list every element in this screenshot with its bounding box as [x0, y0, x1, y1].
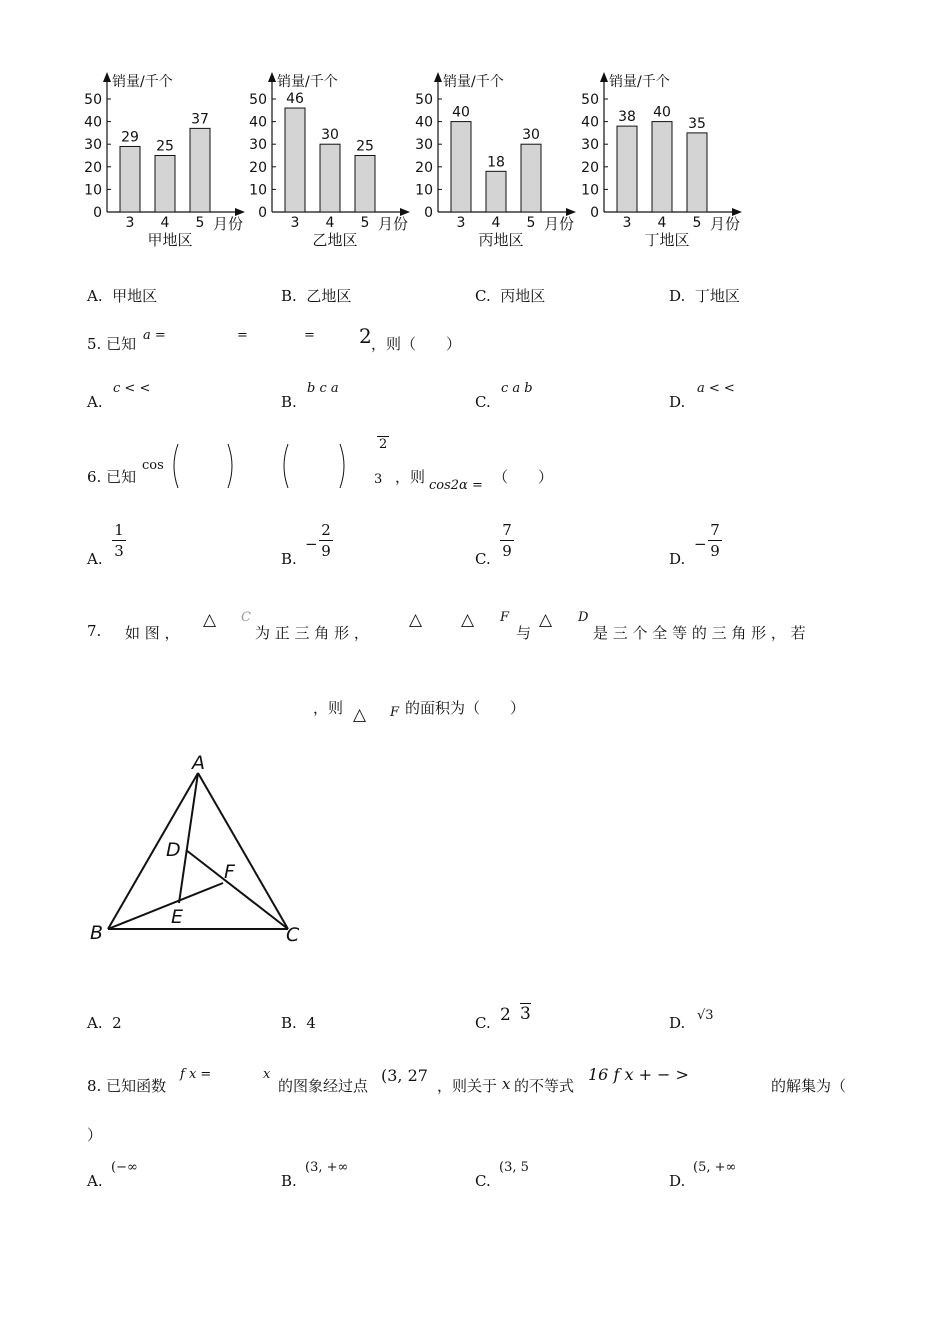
y-axis-arrow [103, 72, 111, 82]
q6-stem-prefix: 6. 已知 [87, 468, 137, 486]
bar-value-label: 40 [452, 104, 470, 121]
chart-caption: 丙地区 [478, 231, 524, 249]
q5-option-d-label: D. [669, 393, 686, 411]
y-tick-label: 10 [84, 182, 102, 199]
q6-three: 3 [374, 472, 383, 487]
bar [155, 156, 175, 213]
y-tick-label: 30 [581, 137, 599, 154]
q6-cos2a: cos2α = [429, 478, 483, 493]
q5-option-d-expr: a < < [697, 381, 735, 396]
q7-option-d-expr: √3 [697, 1008, 714, 1023]
chart-caption: 乙地区 [312, 231, 358, 249]
q6-option-d-frac: 7 9 [708, 522, 722, 559]
bar-value-label: 18 [487, 154, 505, 171]
q6-option-c-frac: 7 9 [500, 522, 514, 559]
chart-1 [84, 72, 245, 249]
q8-solset: 的解集为（ [771, 1077, 847, 1095]
q5-stem-eq1: = [237, 328, 248, 343]
y-axis-label: 销量/千个 [277, 74, 338, 90]
y-axis-label: 销量/千个 [609, 74, 670, 90]
q7-option-c-two: 2 [500, 1005, 511, 1025]
y-axis-arrow [600, 72, 608, 82]
y-tick-label: 50 [84, 92, 102, 108]
x-tick-label: 4 [160, 215, 170, 231]
label-a: A [192, 752, 205, 774]
x-tick-label: 3 [290, 215, 300, 231]
q5-stem-suffix: ，则（ ） [371, 335, 462, 353]
y-tick-label: 0 [424, 205, 433, 221]
q6-option-b-frac: 2 9 [319, 522, 333, 559]
q6-option-a-label: A. [87, 550, 103, 568]
y-tick-label: 20 [84, 159, 102, 176]
x-tick-label: 5 [360, 215, 370, 231]
bar-charts [0, 0, 950, 260]
y-tick-label: 50 [581, 92, 599, 108]
chart-3 [415, 72, 576, 249]
q8-option-c-expr: (3, 5 [499, 1160, 529, 1175]
q8-graph: 的图象经过点 [278, 1077, 369, 1095]
q6-stem-then: ，则 [395, 468, 426, 486]
bar-value-label: 25 [156, 138, 174, 155]
q6-option-b-label: B. [281, 550, 297, 568]
y-tick-label: 40 [581, 114, 599, 131]
bar [285, 108, 305, 212]
bar [120, 146, 140, 212]
segment-cd [186, 850, 288, 929]
x-tick-label: 5 [195, 215, 205, 231]
q6-sqrt-two: 2 [379, 437, 388, 452]
q7-triangle-4: △ [539, 610, 553, 630]
y-tick-label: 0 [258, 205, 267, 221]
x-tick-label: 4 [325, 215, 335, 231]
bar [687, 133, 707, 212]
q8-about: ，则关于 [437, 1077, 498, 1095]
q5-stem-prefix: 5. 已知 [87, 335, 137, 353]
q7-letter-f2: F [390, 705, 400, 720]
bar-value-label: 40 [653, 104, 671, 121]
segment-ae [179, 773, 198, 903]
q8-point: (3, 27 [381, 1066, 428, 1085]
edge-ac [198, 773, 288, 929]
q7-option-c-three: 3 [520, 1004, 531, 1024]
x-tick-label: 5 [526, 215, 536, 231]
bar [617, 126, 637, 212]
q6-paren: （ ） [493, 468, 554, 486]
bar-value-label: 25 [356, 138, 374, 155]
q6-option-d-label: D. [669, 550, 686, 568]
x-axis-label: 月份 [710, 215, 741, 233]
q7-option-a: A. 2 [87, 1014, 122, 1032]
y-tick-label: 30 [84, 137, 102, 154]
y-tick-label: 30 [415, 137, 433, 154]
y-tick-label: 20 [249, 159, 267, 176]
label-e: E [171, 906, 184, 928]
chart-4 [581, 72, 742, 249]
q6-brackets [168, 442, 358, 492]
x-tick-label: 3 [125, 215, 135, 231]
bar-value-label: 35 [688, 115, 706, 132]
bar [486, 171, 506, 212]
y-tick-label: 40 [249, 114, 267, 131]
q8-option-d-label: D. [669, 1172, 686, 1190]
q7-letter-f: F [500, 610, 510, 625]
q7-triangle-3: △ [461, 610, 475, 630]
bar-value-label: 30 [522, 127, 540, 144]
segment-bf [108, 883, 223, 929]
q6-option-b-minus: − [305, 535, 318, 553]
q5-option-a-expr: c < < [113, 381, 151, 396]
bar [521, 144, 541, 212]
label-f: F [224, 861, 235, 883]
x-tick-label: 4 [491, 215, 501, 231]
q8-option-a-expr: (−∞ [111, 1160, 138, 1175]
q8-fx: f x = [180, 1067, 212, 1082]
x-tick-label: 3 [622, 215, 632, 231]
q8-close: ） [87, 1126, 103, 1144]
bar-value-label: 37 [191, 111, 209, 128]
q8-option-c-label: C. [475, 1172, 491, 1190]
x-axis-label: 月份 [378, 215, 409, 233]
q8-ineq: 的不等式 [514, 1077, 575, 1095]
bar [355, 156, 375, 213]
q6-cos: cos [142, 458, 164, 473]
q4-option-c: C. 丙地区 [475, 287, 546, 305]
q7-stem: 如 图 ， [125, 624, 180, 642]
edge-ab [108, 773, 198, 929]
q7-then: ，则 [313, 699, 344, 717]
y-axis-arrow [434, 72, 442, 82]
q5-option-c-label: C. [475, 393, 491, 411]
q7-triangle-1: △ [203, 610, 217, 630]
q7-letter-d: D [578, 610, 589, 625]
q7-option-c-label: C. [475, 1014, 491, 1032]
q7-yu: 与 [516, 624, 532, 642]
q7-mid-2: 是 三 个 全 等 的 三 角 形 ， 若 [593, 624, 806, 642]
y-axis-label: 销量/千个 [443, 74, 504, 90]
y-axis-arrow [268, 72, 276, 82]
y-tick-label: 10 [249, 182, 267, 199]
y-tick-label: 40 [84, 114, 102, 131]
bar-value-label: 38 [618, 109, 636, 126]
chart-caption: 丁地区 [644, 231, 690, 249]
q8-expr: 16 f x + − > [588, 1065, 689, 1084]
q7-triangle-2: △ [409, 610, 423, 630]
y-tick-label: 0 [590, 205, 599, 221]
chart-caption: 甲地区 [147, 231, 193, 249]
q4-option-a: A. 甲地区 [87, 287, 158, 305]
y-tick-label: 30 [249, 137, 267, 154]
y-tick-label: 0 [93, 205, 102, 221]
y-tick-label: 10 [581, 182, 599, 199]
q7-area: 的面积为（ ） [405, 699, 526, 717]
q5-option-a-label: A. [87, 393, 103, 411]
bar-value-label: 30 [321, 127, 339, 144]
q7-mid-1: 为 正 三 角 形 ， [255, 624, 369, 642]
q5-stem-eq2: = [304, 328, 315, 343]
x-tick-label: 5 [692, 215, 702, 231]
y-tick-label: 20 [581, 159, 599, 176]
bar [451, 122, 471, 212]
label-b: B [90, 922, 104, 944]
q7-option-d-label: D. [669, 1014, 686, 1032]
q8-stem-prefix: 8. 已知函数 [87, 1077, 167, 1095]
y-tick-label: 20 [415, 159, 433, 176]
x-tick-label: 4 [657, 215, 667, 231]
label-d: D [166, 839, 181, 861]
q7-option-b: B. 4 [281, 1014, 316, 1032]
bar [190, 128, 210, 212]
q6-option-a-frac: 1 3 [112, 522, 126, 559]
label-c: C [286, 924, 300, 946]
q7-triangle-figure [80, 745, 320, 950]
q8-var: x [502, 1075, 511, 1093]
q5-option-c-expr: c a b [501, 381, 533, 396]
q4-option-d: D. 丁地区 [669, 287, 740, 305]
x-axis-label: 月份 [544, 215, 575, 233]
q6-option-c-label: C. [475, 550, 491, 568]
q5-option-b-label: B. [281, 393, 297, 411]
q8-option-d-expr: (5, +∞ [693, 1160, 737, 1175]
q7-triangle-5: △ [353, 705, 367, 725]
y-tick-label: 40 [415, 114, 433, 131]
x-tick-label: 3 [456, 215, 466, 231]
q8-x: x [263, 1067, 271, 1082]
q5-option-b-expr: b c a [307, 381, 339, 396]
q4-option-b: B. 乙地区 [281, 287, 352, 305]
y-axis-label: 销量/千个 [112, 74, 173, 90]
q7-letter-c: C [241, 610, 251, 625]
q8-option-a-label: A. [87, 1172, 103, 1190]
bar [320, 144, 340, 212]
q5-stem-a: a = [143, 328, 166, 343]
q5-stem-two: 2 [359, 324, 372, 348]
bar [652, 122, 672, 212]
q6-option-d-minus: − [694, 535, 707, 553]
bar-value-label: 29 [121, 129, 139, 146]
y-tick-label: 50 [415, 92, 433, 108]
chart-2 [249, 72, 410, 249]
q8-option-b-label: B. [281, 1172, 297, 1190]
y-tick-label: 10 [415, 182, 433, 199]
q8-option-b-expr: (3, +∞ [305, 1160, 349, 1175]
y-tick-label: 50 [249, 92, 267, 108]
x-axis-label: 月份 [213, 215, 244, 233]
q7-number: 7. [87, 622, 102, 640]
bar-value-label: 46 [286, 91, 304, 108]
